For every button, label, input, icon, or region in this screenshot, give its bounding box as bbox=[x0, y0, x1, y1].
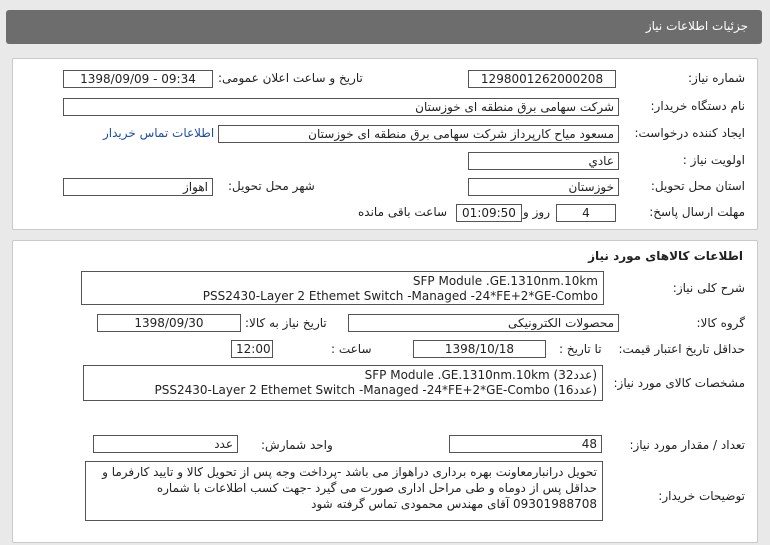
until-date-label: تا تاریخ : bbox=[559, 342, 602, 356]
notes-line-1: تحویل درانبارمعاونت بهره برداری دراهواز می باشد -پرداخت وجه پس از تحویل کالا و تایید کارفرما و bbox=[102, 465, 597, 479]
summary-label: شرح کلی نیاز: bbox=[672, 281, 745, 295]
specs-line-2: PSS2430-Layer 2 Ethemet Switch -Managed -24*FE+2*GE-Combo (16عدد) bbox=[154, 383, 597, 397]
province-field: خوزستان bbox=[468, 178, 619, 196]
announce-date-label: تاریخ و ساعت اعلان عمومی: bbox=[218, 71, 363, 85]
need-date-field: 1398/09/30 bbox=[97, 314, 241, 332]
deadline-label: مهلت ارسال پاسخ: bbox=[649, 205, 745, 219]
priority-label: اولویت نیاز : bbox=[682, 153, 745, 167]
creator-label: ایجاد کننده درخواست: bbox=[634, 126, 745, 140]
group-label: گروه کالا: bbox=[696, 316, 745, 330]
top-area bbox=[0, 0, 770, 48]
remaining-text: ساعت باقی مانده bbox=[358, 205, 448, 219]
specs-field bbox=[83, 365, 603, 401]
need-info-panel bbox=[12, 58, 758, 230]
goods-panel bbox=[12, 240, 758, 543]
province-label: استان محل تحویل: bbox=[650, 179, 745, 193]
group-field: محصولات الکترونیکی bbox=[348, 314, 619, 332]
summary-line-2: PSS2430-Layer 2 Ethemet Switch -Managed -24*FE+2*GE-Combo bbox=[202, 289, 598, 303]
need-date-label: تاریخ نیاز به کالا: bbox=[245, 316, 327, 330]
buyer-contact-link[interactable]: اطلاعات تماس خریدار bbox=[103, 126, 215, 140]
validity-label: حداقل تاریخ اعتبار قیمت: bbox=[618, 342, 745, 356]
days-text: روز و bbox=[523, 205, 550, 219]
hour-field: 12:00 bbox=[231, 340, 273, 358]
priority-field: عادي bbox=[468, 152, 619, 170]
unit-field: عدد bbox=[93, 435, 238, 453]
days-field: 4 bbox=[556, 204, 616, 222]
title-bar bbox=[6, 10, 762, 44]
buyer-field: شرکت سهامی برق منطقه ای خوزستان bbox=[63, 98, 619, 116]
hour-label: ساعت : bbox=[331, 342, 372, 356]
notes-line-2: حداقل پس از دوماه و طی مراحل اداری صورت می گیرد -جهت کسب اطلاعات با شماره bbox=[156, 481, 597, 495]
notes-line-3: 09301988708 آقای مهندس محمودی تماس گرفته شود bbox=[311, 497, 597, 511]
specs-line-1: SFP Module .GE.1310nm.10km (32عدد) bbox=[364, 368, 597, 382]
notes-label: توضیحات خریدار: bbox=[658, 489, 745, 503]
qty-field: 48 bbox=[449, 435, 602, 453]
qty-label: تعداد / مقدار مورد نیاز: bbox=[629, 438, 745, 452]
unit-label: واحد شمارش: bbox=[261, 438, 333, 452]
city-label: شهر محل تحویل: bbox=[228, 179, 315, 193]
specs-label: مشخصات کالای مورد نیاز: bbox=[613, 376, 745, 390]
announce-date-field: 1398/09/09 - 09:34 bbox=[63, 70, 213, 88]
goods-section-title: اطلاعات کالاهای مورد نیاز bbox=[588, 249, 743, 263]
summary-field bbox=[81, 271, 604, 305]
page-title: جزئیات اطلاعات نیاز bbox=[645, 19, 748, 33]
summary-line-1: SFP Module .GE.1310nm.10km bbox=[412, 274, 598, 288]
need-number-field: 1298001262000208 bbox=[468, 70, 616, 88]
time-remaining-field: 01:09:50 bbox=[456, 204, 522, 222]
notes-field bbox=[85, 461, 603, 521]
need-number-label: شماره نیاز: bbox=[688, 71, 745, 85]
until-date-field: 1398/10/18 bbox=[413, 340, 546, 358]
creator-field: مسعود میاح کارپرداز شرکت سهامی برق منطقه ای خوزستان bbox=[218, 125, 619, 143]
city-field: اهواز bbox=[63, 178, 213, 196]
buyer-label: نام دستگاه خریدار: bbox=[650, 99, 745, 113]
